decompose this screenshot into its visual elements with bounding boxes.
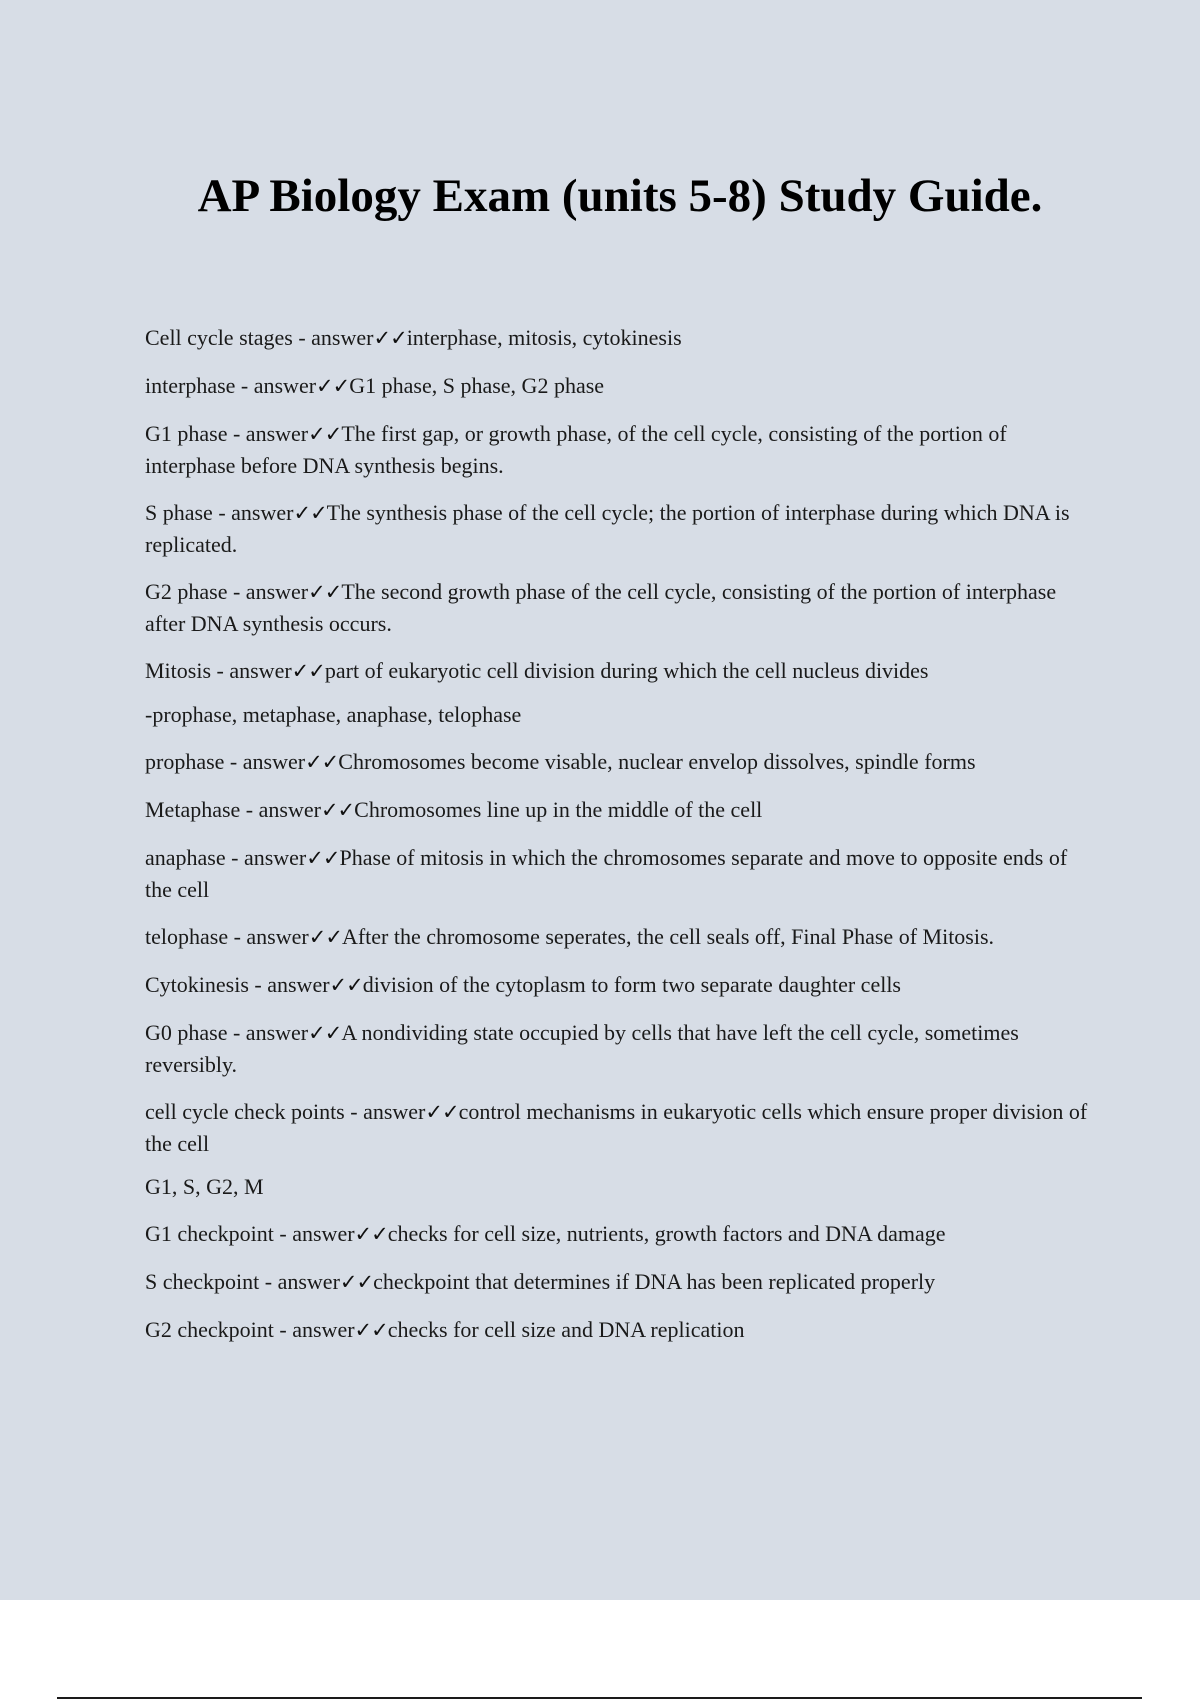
entry-term: G1 phase (145, 421, 228, 446)
list-item (145, 497, 1095, 560)
entry-term: Metaphase (145, 797, 241, 822)
list-item (145, 699, 1095, 730)
entry-term: G2 checkpoint (145, 1317, 274, 1342)
checkmark-icon: ✓✓ (308, 925, 342, 949)
checkmark-icon: ✓✓ (354, 1222, 388, 1246)
footer-divider (57, 1697, 1142, 1699)
entry-separator: - answer (227, 421, 309, 446)
entry-term: anaphase (145, 845, 226, 870)
list-item (145, 1314, 1095, 1346)
entry-answer: checks for cell size and DNA replication (387, 1317, 745, 1342)
entry-separator: - answer (273, 1317, 355, 1342)
entry-separator: - answer (273, 1221, 355, 1246)
list-item (145, 1017, 1095, 1080)
entry-separator: - answer (227, 1020, 309, 1045)
entry-term: G0 phase (145, 1020, 228, 1045)
entry-answer: The second growth phase of the cell cycle, consisting of the portion of interphase after DNA synthesis occurs. (145, 579, 1057, 636)
entry-separator: - answer (212, 500, 294, 525)
entry-answer: Phase of mitosis in which the chromosomes separate and move to opposite ends of the cell (145, 845, 1068, 902)
entry-term: cell cycle check points (145, 1099, 345, 1124)
entry-answer: After the chromosome seperates, the cell seals off, Final Phase of Mitosis. (341, 924, 995, 949)
entry-answer: The synthesis phase of the cell cycle; the portion of interphase during which DNA is replicated. (145, 500, 1070, 557)
list-item (145, 746, 1095, 778)
entry-separator: - answer (248, 972, 330, 997)
checkmark-icon: ✓✓ (316, 374, 350, 398)
list-item (145, 1171, 1095, 1202)
entry-text: G1, S, G2, M (145, 1174, 264, 1199)
checkmark-icon: ✓✓ (320, 798, 355, 822)
entry-term: telophase (145, 924, 229, 949)
checkmark-icon: ✓✓ (308, 422, 342, 446)
checkmark-icon: ✓✓ (354, 1318, 388, 1342)
entry-term: interphase (145, 373, 236, 398)
checkmark-icon: ✓✓ (308, 580, 342, 604)
list-item (145, 1096, 1095, 1159)
entry-answer: Chromosomes line up in the middle of the cell (354, 797, 763, 822)
entry-term: S phase (145, 500, 213, 525)
list-item (145, 655, 1095, 687)
entry-answer: checkpoint that determines if DNA has been replicated properly (373, 1269, 936, 1294)
checkmark-icon: ✓✓ (291, 659, 325, 683)
entry-separator: - answer (211, 658, 292, 683)
list-item (145, 370, 1095, 402)
entry-term: prophase (145, 749, 225, 774)
list-item (145, 322, 1095, 354)
entry-answer: checks for cell size, nutrients, growth factors and DNA damage (387, 1221, 946, 1246)
entry-text: -prophase, metaphase, anaphase, telophase (145, 702, 522, 727)
list-item (145, 1266, 1095, 1298)
entry-separator: - answer (227, 579, 309, 604)
entry-separator: - answer (235, 373, 317, 398)
checkmark-icon: ✓✓ (329, 973, 363, 997)
entry-separator: - answer (240, 797, 321, 822)
entry-term: G2 phase (145, 579, 228, 604)
checkmark-icon: ✓✓ (305, 750, 339, 774)
entry-separator: - answer (292, 325, 374, 350)
entry-list (145, 322, 1095, 1362)
entry-term: Mitosis (145, 658, 212, 683)
list-item (145, 921, 1095, 953)
checkmark-icon: ✓✓ (339, 1270, 374, 1294)
entry-answer: interphase, mitosis, cytokinesis (406, 325, 682, 350)
entry-term: G1 checkpoint (145, 1221, 274, 1246)
list-item (145, 1218, 1095, 1250)
checkmark-icon: ✓✓ (308, 1021, 342, 1045)
entry-term: S checkpoint (145, 1269, 260, 1294)
entry-answer: control mechanisms in eukaryotic cells which ensure proper division of the cell (145, 1099, 1088, 1156)
entry-answer: G1 phase, S phase, G2 phase (349, 373, 605, 398)
list-item (145, 418, 1095, 481)
list-item (145, 969, 1095, 1001)
checkmark-icon: ✓✓ (425, 1100, 459, 1124)
checkmark-icon: ✓✓ (306, 846, 340, 870)
entry-separator: - answer (228, 924, 309, 949)
entry-term: Cytokinesis (145, 972, 249, 997)
page-title: AP Biology Exam (units 5-8) Study Guide. (197, 170, 1043, 222)
list-item (145, 794, 1095, 826)
entry-answer: The first gap, or growth phase, of the cell cycle, consisting of the portion of interphase before DNA synthesis begins. (145, 421, 1007, 478)
checkmark-icon: ✓✓ (373, 326, 407, 350)
entry-answer: part of eukaryotic cell division during which the cell nucleus divides (324, 658, 929, 683)
checkmark-icon: ✓✓ (293, 501, 327, 525)
entry-separator: - answer (344, 1099, 426, 1124)
list-item (145, 842, 1095, 905)
entry-answer: division of the cytoplasm to form two separate daughter cells (362, 972, 901, 997)
list-item (145, 576, 1095, 639)
entry-separator: - answer (225, 845, 307, 870)
entry-term: Cell cycle stages (145, 325, 293, 350)
entry-separator: - answer (224, 749, 306, 774)
entry-answer: A nondividing state occupied by cells that have left the cell cycle, sometimes reversibly. (145, 1020, 1019, 1077)
entry-answer: Chromosomes become visable, nuclear envelop dissolves, spindle forms (338, 749, 976, 774)
entry-separator: - answer (259, 1269, 340, 1294)
